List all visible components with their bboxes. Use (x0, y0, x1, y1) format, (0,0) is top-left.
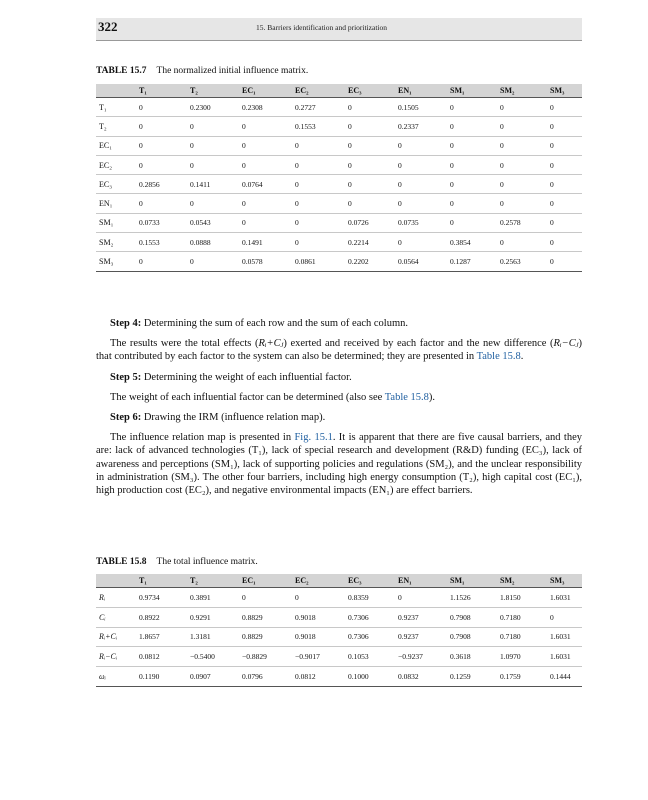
table1-cell: 0 (242, 141, 246, 151)
step4 (110, 317, 582, 330)
table1-cell: 0.0543 (190, 218, 211, 228)
table1-cell: 0 (190, 121, 194, 131)
table1-cell: 0.1287 (450, 257, 471, 267)
paragraph-1 (96, 337, 582, 363)
table2-cell: 1.0970 (500, 652, 521, 662)
para1-c: ) that contributed by each factor to the system can also be determined; they are presented in (96, 338, 582, 363)
table1-col-header: SM₁ (447, 84, 497, 98)
para3-b: . It is apparent that there are five causal barriers, and they are: lack of advanced technologies (T₁), lack of special research and development (R&D) funding (EC₃), lack of awareness and perceptions (SM₁), lack of supporting policies and regulations (SM₂), and the unclear responsibility in administration (SM₃). The other four barriers, including high energy consumption (T₂), high capital cost (EC₁), high production cost (EC₂), and negative environmental impacts (EN₁) are effect barriers. (96, 432, 582, 497)
para1-b: ) exerted and received by each factor and the new difference ( (283, 338, 554, 350)
table-15-8-link[interactable]: Table 15.8 (476, 351, 521, 363)
table1 (96, 84, 582, 272)
table2-cell: 0.7908 (450, 632, 471, 642)
table2-row (96, 588, 582, 608)
table1-cell: 0 (500, 102, 504, 112)
table2-cell: 0.1444 (550, 672, 571, 682)
table1-label: TABLE 15.7 (96, 66, 147, 76)
table1-cell: 0 (242, 121, 246, 131)
table2-cell: 0.7908 (450, 612, 471, 622)
table1-cell: 0 (348, 160, 352, 170)
table1-cell: 0 (348, 141, 352, 151)
table1-row (96, 136, 582, 155)
table2-cell: 0.0796 (242, 672, 263, 682)
table1-cell: 0 (500, 179, 504, 189)
table2-cell: 0 (295, 592, 299, 602)
table2-cell: 0.1053 (348, 652, 369, 662)
table2-cell: 1.8150 (500, 592, 521, 602)
table1-cell: 0 (295, 179, 299, 189)
table1-col-header: EC₂ (292, 84, 345, 98)
step6-text: Drawing the IRM (influence relation map). (143, 412, 326, 424)
table2-cell: 1.1526 (450, 592, 471, 602)
table1-cell: 0 (500, 141, 504, 151)
table1-cell: 0 (190, 199, 194, 209)
table1-cell: 0 (348, 179, 352, 189)
table-15-8-link-2[interactable]: Table 15.8 (384, 391, 429, 403)
table2-col-header: EC₂ (292, 574, 345, 588)
table2-cell: 0.9734 (139, 592, 160, 602)
table1-cell: 0 (139, 141, 143, 151)
table2-cell: 0 (398, 592, 402, 602)
table1-cell: 0.3854 (450, 237, 471, 247)
table2-row-header: Rᵢ (99, 592, 106, 602)
table1-cell: 0.1505 (398, 102, 419, 112)
page-number: 322 (98, 19, 118, 34)
table2-cell: 0.8359 (348, 592, 369, 602)
table2-label: TABLE 15.8 (96, 557, 147, 567)
table1-row-header: SM₃ (99, 257, 114, 267)
table1-col-header: EC₁ (239, 84, 292, 98)
table1-col-header: T₁ (136, 84, 187, 98)
paragraph-3 (96, 431, 582, 497)
table1-cell: 0 (398, 160, 402, 170)
table1-cell: 0.2727 (295, 102, 316, 112)
table1-cell: 0 (550, 237, 554, 247)
table1-header-row (96, 84, 582, 98)
table2-row-header: Rᵢ+Cᵢ (99, 632, 118, 642)
table1-cell: 0 (295, 160, 299, 170)
table2-row-header: Cᵢ (99, 612, 106, 622)
table1-cell: 0 (500, 160, 504, 170)
table1-cell: 0 (139, 121, 143, 131)
table2-cell: 0.7306 (348, 632, 369, 642)
table2-cell: −0.8829 (242, 652, 267, 662)
table1-cell: 0 (450, 102, 454, 112)
table1-cell: 0.2578 (500, 218, 521, 228)
table1-cell: 0.0726 (348, 218, 369, 228)
table1-cell: 0.2214 (348, 237, 369, 247)
table2-cell: 0.9018 (295, 612, 316, 622)
table1-cell: 0 (139, 257, 143, 267)
table2-cell: −0.9017 (295, 652, 320, 662)
table2-col-header (96, 574, 136, 588)
table1-cell: 0 (450, 179, 454, 189)
table1-cell: 0.2563 (500, 257, 521, 267)
table2-col-header: T₁ (136, 574, 187, 588)
table1-col-header: EN₁ (395, 84, 447, 98)
table2 (96, 574, 582, 687)
table1-col-header: SM₃ (547, 84, 582, 98)
table2-cell: 1.6031 (550, 632, 571, 642)
table2-col-header: SM₁ (447, 574, 497, 588)
table2-cell: 0.7180 (500, 632, 521, 642)
table1-cell: 0 (295, 237, 299, 247)
table1-row (96, 175, 582, 194)
table1-cell: 0.1411 (190, 179, 211, 189)
table1-col-header (96, 84, 136, 98)
table2-col-header: EC₃ (345, 574, 395, 588)
table2-row (96, 647, 582, 667)
page-header (96, 18, 582, 41)
table1-cell: 0.2856 (139, 179, 160, 189)
table2-cell: 0.0812 (139, 652, 160, 662)
table1-cell: 0.2300 (190, 102, 211, 112)
table1-row-header: EC₁ (99, 141, 113, 151)
table1-cell: 0 (500, 237, 504, 247)
table2-cell: 0.1000 (348, 672, 369, 682)
table2-row (96, 667, 582, 687)
para2-b: ). (428, 391, 436, 403)
table2-cell: 0.1759 (500, 672, 521, 682)
table2-header-row (96, 574, 582, 588)
table2-cell: 0 (242, 592, 246, 602)
table1-row-header: T₂ (99, 121, 107, 131)
table1-cell: 0 (190, 257, 194, 267)
table1-cell: 0 (398, 237, 402, 247)
table1-cell: 0.1553 (139, 237, 160, 247)
table2-col-header: EN₁ (395, 574, 447, 588)
table1-cell: 0.1491 (242, 237, 263, 247)
table2-caption (96, 557, 258, 567)
table1-cell: 0 (500, 199, 504, 209)
table1-cell: 0 (550, 160, 554, 170)
table1-col-header: SM₂ (497, 84, 547, 98)
table1-cell: 0.0764 (242, 179, 263, 189)
table2-row-header: Rᵢ−Cᵢ (99, 652, 118, 662)
table1-title: The normalized initial influence matrix. (156, 66, 309, 76)
table1-cell: 0.0861 (295, 257, 316, 267)
table1-cell: 0 (550, 141, 554, 151)
table1-cell: 0 (295, 218, 299, 228)
table2-cell: 1.6031 (550, 652, 571, 662)
table1-cell: 0 (550, 121, 554, 131)
table2-cell: 0.0812 (295, 672, 316, 682)
table1-cell: 0 (242, 160, 246, 170)
table1-cell: 0.1553 (295, 121, 316, 131)
table2-col-header: SM₂ (497, 574, 547, 588)
table2-cell: 1.6031 (550, 592, 571, 602)
table1-row (96, 155, 582, 174)
table1-row-header: T₁ (99, 102, 107, 112)
table1-cell: 0 (348, 199, 352, 209)
table2-col-header: SM₃ (547, 574, 582, 588)
table2-cell: 1.3181 (190, 632, 211, 642)
paragraph-2 (96, 391, 582, 404)
table2-cell: 0.3618 (450, 652, 471, 662)
body-text (96, 317, 582, 497)
table1-cell: 0.0733 (139, 218, 160, 228)
table1-cell: 0 (398, 199, 402, 209)
table2-cell: −0.5400 (190, 652, 215, 662)
table1-row (96, 117, 582, 136)
table1-cell: 0.2337 (398, 121, 419, 131)
table1-row-header: SM₁ (99, 218, 114, 228)
table1-cell: 0.0735 (398, 218, 419, 228)
table1-cell: 0 (139, 199, 143, 209)
table1-row-header: EC₃ (99, 179, 113, 189)
table1-cell: 0 (450, 141, 454, 151)
step4-text: Determining the sum of each row and the sum of each column. (143, 318, 409, 329)
step5-text: Determining the weight of each influential factor. (143, 371, 352, 383)
table1-row (96, 233, 582, 252)
table1-cell: 0 (450, 218, 454, 228)
table1-cell: 0 (550, 179, 554, 189)
table2-cell: 0.8922 (139, 612, 160, 622)
table1-row-header: SM₂ (99, 237, 114, 247)
table1-row (96, 194, 582, 213)
table1-col-header: T₂ (187, 84, 239, 98)
table1-row-header: EC₂ (99, 160, 113, 170)
para1-formula-1: Rᵢ+Cⱼ (258, 338, 284, 350)
table1-cell: 0 (139, 160, 143, 170)
table1-cell: 0 (550, 199, 554, 209)
table1-cell: 0 (348, 121, 352, 131)
table1-cell: 0 (550, 257, 554, 267)
table2-cell: 0.9018 (295, 632, 316, 642)
table2-cell: 0.7180 (500, 612, 521, 622)
table1-cell: 0 (500, 121, 504, 131)
table1-row (96, 252, 582, 271)
table1-col-header: EC₃ (345, 84, 395, 98)
table1-cell: 0 (398, 179, 402, 189)
table1-cell: 0.0888 (190, 237, 211, 247)
table2-cell: 0.9237 (398, 632, 419, 642)
table1-cell: 0 (450, 199, 454, 209)
table1-row (96, 98, 582, 117)
table1-cell: 0 (450, 121, 454, 131)
table2-cell: 0.8829 (242, 632, 263, 642)
table1-row-header: EN₁ (99, 199, 113, 209)
step6-label: Step 6: (110, 412, 142, 424)
table1-cell: 0 (242, 199, 246, 209)
table2-cell: 0.9291 (190, 612, 211, 622)
table2-row (96, 607, 582, 627)
step4-label: Step 4: (110, 318, 142, 329)
table1-cell: 0 (550, 218, 554, 228)
table1-cell: 0 (190, 141, 194, 151)
table1-row (96, 213, 582, 232)
table2-row-header: ωᵢ (99, 672, 106, 682)
step6 (110, 411, 582, 424)
para1-formula-2: Rᵢ−Cⱼ (553, 338, 579, 350)
step5-label: Step 5: (110, 371, 142, 383)
table2-cell: 0.1190 (139, 672, 160, 682)
table2-col-header: T₂ (187, 574, 239, 588)
fig-15-1-link[interactable]: Fig. 15.1 (294, 432, 333, 444)
table1-cell: 0 (348, 102, 352, 112)
table1-cell: 0.2202 (348, 257, 369, 267)
table2-cell: 0.3891 (190, 592, 211, 602)
table2-cell: 0.0907 (190, 672, 211, 682)
table2-row (96, 627, 582, 647)
para2-a: The weight of each influential factor can be determined (also see (110, 391, 385, 403)
para1-a: The results were the total effects ( (110, 338, 259, 350)
table2-cell: 0.9237 (398, 612, 419, 622)
table1-cell: 0 (190, 160, 194, 170)
table1-cell: 0 (139, 102, 143, 112)
table1-cell: 0 (450, 160, 454, 170)
para3-a: The influence relation map is presented in (110, 432, 295, 444)
para1-d: . (520, 351, 524, 363)
table1-cell: 0.0578 (242, 257, 263, 267)
table2-cell: 0.8829 (242, 612, 263, 622)
table1-cell: 0.0564 (398, 257, 419, 267)
table1-cell: 0 (242, 218, 246, 228)
table2-cell: 0 (550, 612, 554, 622)
table2-title: The total influence matrix. (156, 557, 258, 567)
table2-col-header: EC₁ (239, 574, 292, 588)
table1-cell: 0 (398, 141, 402, 151)
table2-cell: 0.1259 (450, 672, 471, 682)
table1-cell: 0 (295, 141, 299, 151)
table2-cell: 0.7306 (348, 612, 369, 622)
running-head: 15. Barriers identification and prioritization (256, 23, 388, 32)
table2-cell: −0.9237 (398, 652, 423, 662)
table1-caption (96, 66, 308, 76)
step5 (110, 371, 582, 384)
table1-cell: 0.2308 (242, 102, 263, 112)
table2-cell: 1.8657 (139, 632, 160, 642)
table1-cell: 0 (295, 199, 299, 209)
table2-cell: 0.0832 (398, 672, 419, 682)
table1-cell: 0 (550, 102, 554, 112)
